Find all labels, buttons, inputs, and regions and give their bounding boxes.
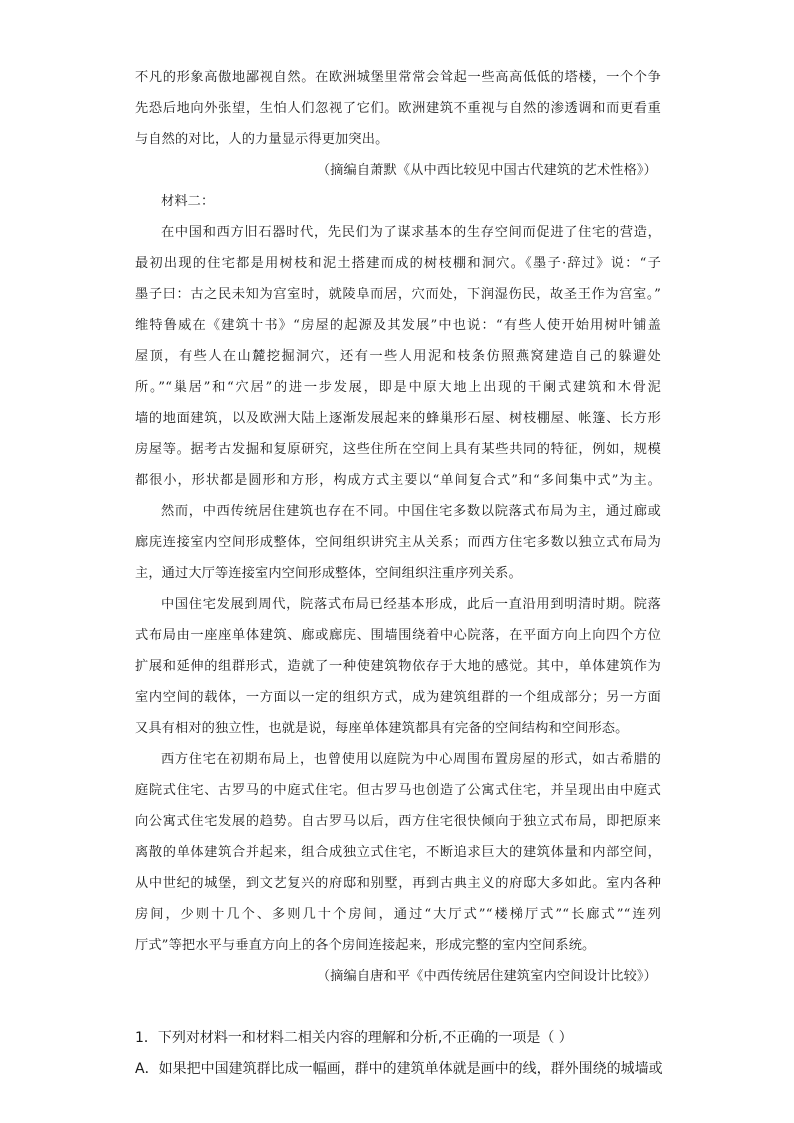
text-line: 在中国和西方旧石器时代，先民们为了谋求基本的生存空间而促进了住宅的营造， <box>161 225 661 240</box>
text-line: 扩展和延伸的组群形式，造就了一种使建筑物依存于大地的感觉。其中，单体建筑作为 <box>135 659 661 674</box>
text-line: 房间，少则十几个、多则几十个房间，通过“大厅式”“楼梯厅式”“长廊式”“连列 <box>135 907 661 922</box>
text-line: 中国住宅发展到周代，院落式布局已经基本形成，此后一直沿用到明清时期。院落 <box>161 597 661 612</box>
source-citation: （摘编自唐和平《中西传统居住建筑室内空间设计比较》） <box>316 969 657 984</box>
text-line: 然而，中西传统居住建筑也存在不同。中国住宅多数以院落式布局为主，通过廊或 <box>161 504 661 519</box>
text-line: 向公寓式住宅发展的趋势。自古罗马以后，西方住宅很快倾向于独立式布局，即把原来 <box>135 814 661 829</box>
source-citation: （摘编自萧默《从中西比较见中国古代建筑的艺术性格》） <box>316 163 657 178</box>
text-line: 式布局由一座座单体建筑、廊或廊庑、围墙围绕着中心院落，在平面方向上向四个方位 <box>135 628 661 643</box>
text-line: 维特鲁威在《建筑十书》“房屋的起源及其发展”中也说：“有些人使开始用树叶铺盖 <box>135 318 661 333</box>
text-line: 最初出现的住宅都是用树枝和泥土搭建而成的树枝棚和洞穴。《墨子·辞过》说：“子 <box>135 256 661 271</box>
text-line: 墨子曰：古之民未知为宫室时，就陵阜而居，穴而处，下润湿伤民，故圣王作为宫室。” <box>135 287 661 302</box>
material-heading: 材料二： <box>161 194 215 209</box>
text-line: 廊庑连接室内空间形成整体，空间组织讲究主从关系；而西方住宅多数以独立式布局为 <box>135 535 661 550</box>
text-line: 都很小，形状都是圆形和方形，构成方式主要以“单间复合式”和“多间集中式”为主。 <box>135 473 661 488</box>
article-body <box>135 62 661 992</box>
text-line: 庭院式住宅、古罗马的中庭式住宅。但古罗马也创造了公寓式住宅，并呈现出由中庭式 <box>135 783 661 798</box>
text-line: 厅式”等把水平与垂直方向上的各个房间连接起来，形成完整的室内空间系统。 <box>135 938 596 953</box>
option-a: A．如果把中国建筑群比成一幅画，群中的建筑单体就是画中的线，群外围绕的城墙或 <box>135 1061 663 1077</box>
text-line: 屋顶，有些人在山麓挖掘洞穴，还有一些人用泥和枝条仿照燕窝建造自己的躲避处 <box>135 349 661 364</box>
text-line: 西方住宅在初期布局上，也曾使用以庭院为中心周围布置房屋的形式，如古希腊的 <box>161 752 661 767</box>
question-1: 1．下列对材料一和材料二相关内容的理解和分析,不正确的一项是（ ） <box>135 1030 573 1046</box>
text-line: 不凡的形象高傲地鄙视自然。在欧洲城堡里常常会耸起一些高高低低的塔楼，一个个争 <box>135 70 661 85</box>
text-line: 又具有相对的独立性，也就是说，每座单体建筑都具有完备的空间结构和空间形态。 <box>135 721 629 736</box>
text-line: 室内空间的载体，一方面以一定的组织方式，成为建筑组群的一个组成部分；另一方面 <box>135 690 661 705</box>
text-line: 所。”“巢居”和“穴居”的进一步发展，即是中原大地上出现的干阑式建筑和木骨泥 <box>135 380 661 395</box>
text-line: 先恐后地向外张望，生怕人们忽视了它们。欧洲建筑不重视与自然的渗透调和而更看重 <box>135 101 661 116</box>
text-line: 墙的地面建筑，以及欧洲大陆上逐渐发展起来的蜂巢形石屋、树枝棚屋、帐篷、长方形 <box>135 411 661 426</box>
text-line: 房屋等。据考古发掘和复原研究，这些住所在空间上具有某些共同的特征，例如，规模 <box>135 442 661 457</box>
text-line: 从中世纪的城堡，到文艺复兴的府邸和别墅，再到古典主义的府邸大多如此。室内各种 <box>135 876 661 891</box>
text-line: 与自然的对比，人的力量显示得更加突出。 <box>135 132 389 147</box>
text-line: 离散的单体建筑合并起来，组合成独立式住宅，不断追求巨大的建筑体量和内部空间， <box>135 845 661 860</box>
text-line: 主，通过大厅等连接室内空间形成整体，空间组织注重序列关系。 <box>135 566 522 581</box>
